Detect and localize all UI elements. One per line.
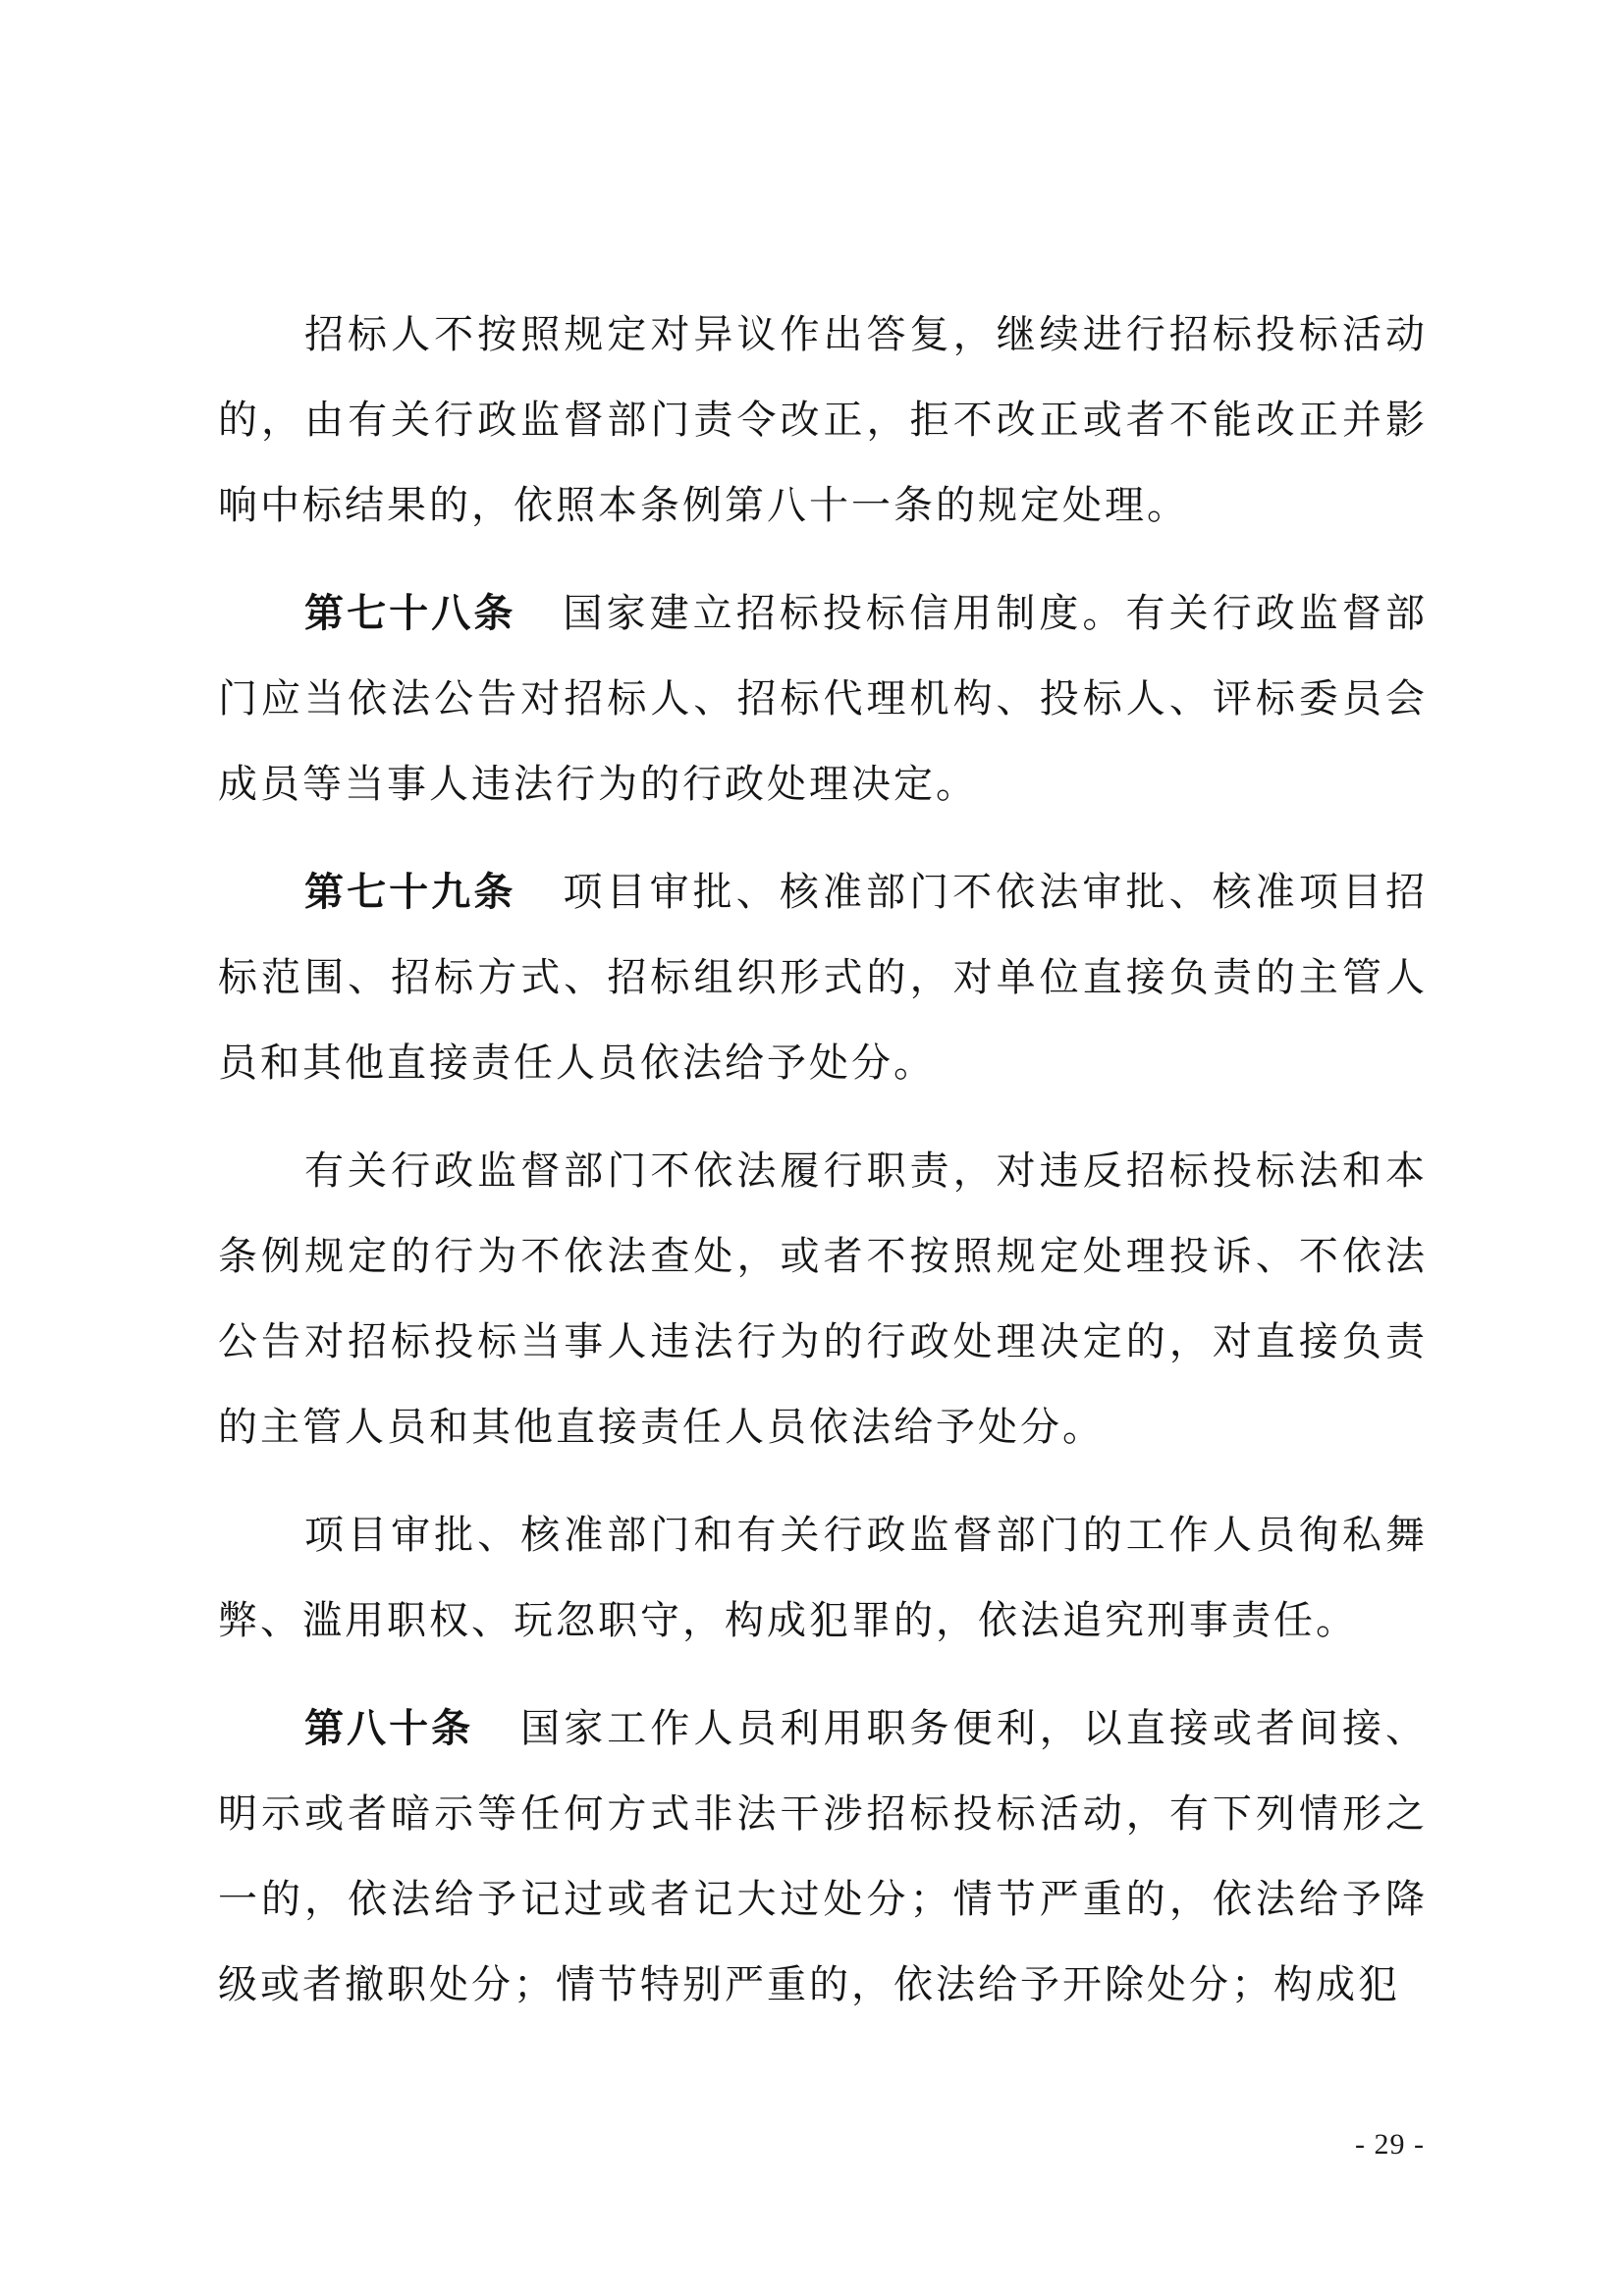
paragraph-criminal-liability [218, 1493, 1428, 1664]
paragraph-text: 国家工作人员利用职务便利，以直接或者间接、明示或者暗示等任何方式非法干涉招标投标活动，有下列情形之一的，依法给予记过或者记大过处分；情节严重的，依法给予降级或者撤职处分；情节特别严重的，依法给予开除处分；构成犯 [218, 1706, 1429, 2007]
paragraph-supervision-duty [218, 1129, 1428, 1470]
paragraph-text: 招标人不按照规定对异议作出答复，继续进行招标投标活动的，由有关行政监督部门责令改正，拒不改正或者不能改正并影响中标结果的，依照本条例第八十一条的规定处理。 [218, 312, 1428, 528]
paragraph-text: 项目审批、核准部门不依法审批、核准项目招标范围、招标方式、招标组织形式的，对单位直接负责的主管人员和其他直接责任人员依法给予处分。 [218, 870, 1429, 1086]
article-79 [218, 850, 1428, 1106]
paragraph-text: 国家建立招标投标信用制度。有关行政监督部门应当依法公告对招标人、招标代理机构、投标人、评标委员会成员等当事人违法行为的行政处理决定。 [218, 591, 1429, 807]
article-number: 第八十条 [304, 1706, 474, 1751]
article-number: 第七十八条 [304, 591, 516, 636]
article-78 [218, 571, 1428, 828]
paragraph-text: 项目审批、核准部门和有关行政监督部门的工作人员徇私舞弊、滥用职权、玩忽职守，构成犯罪的，依法追究刑事责任。 [218, 1513, 1428, 1643]
page-number: - 29 - [1355, 2128, 1425, 2161]
body-text [218, 293, 1428, 2028]
paragraph-text: 有关行政监督部门不依法履行职责，对违反招标投标法和本条例规定的行为不依法查处，或者不按照规定处理投诉、不依法公告对招标投标当事人违法行为的行政处理决定的，对直接负责的主管人员和其他直接责任人员依法给予处分。 [218, 1148, 1428, 1450]
article-80 [218, 1686, 1428, 2028]
paragraph-objection-reply [218, 293, 1428, 549]
article-number: 第七十九条 [304, 870, 516, 915]
